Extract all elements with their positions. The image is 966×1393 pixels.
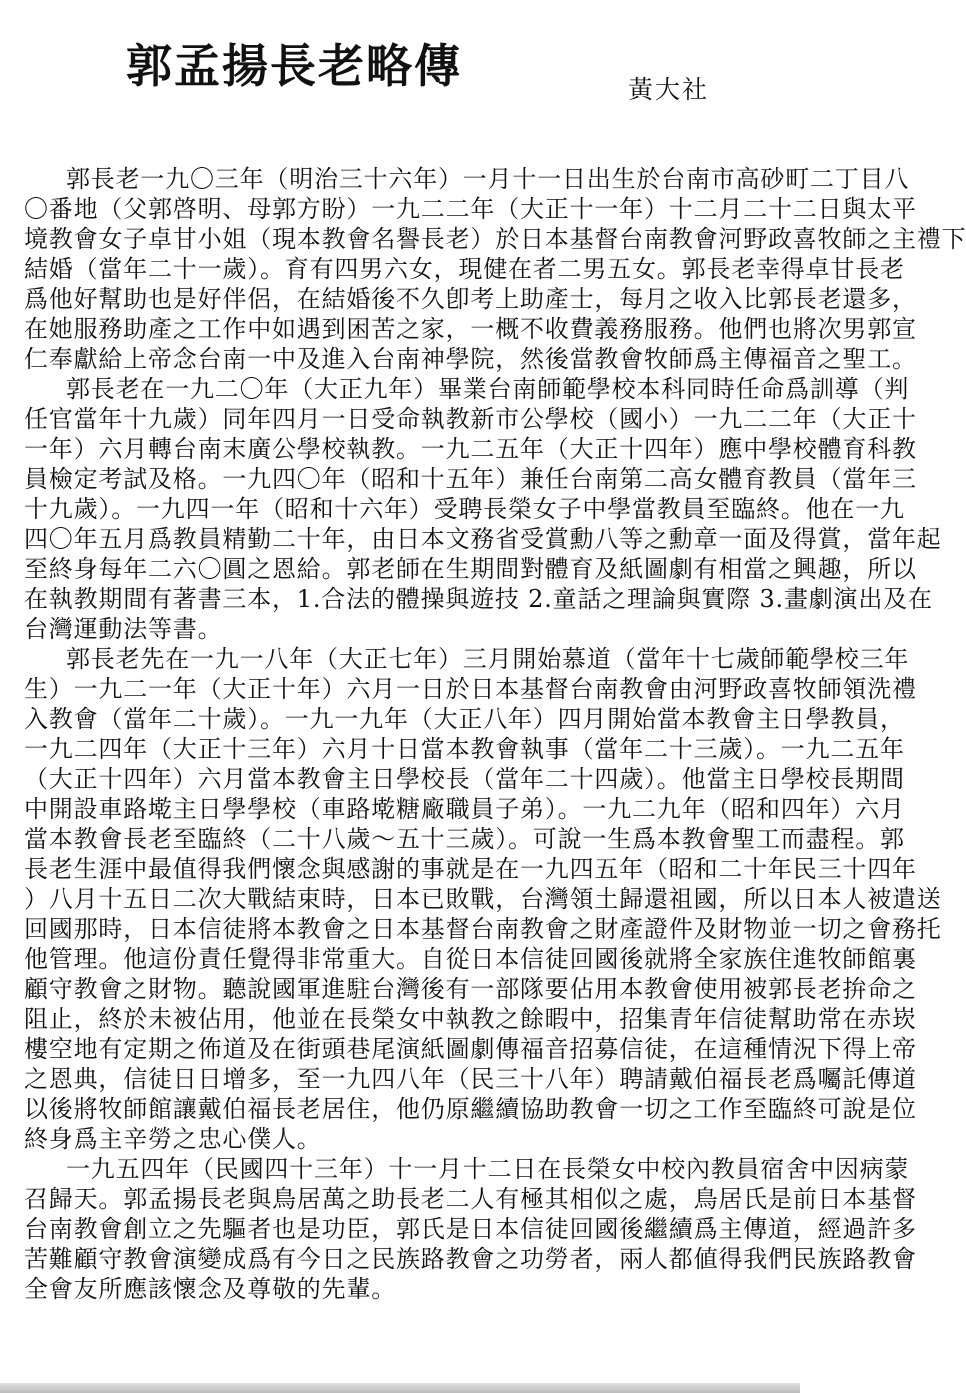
text-line: 郭長老先在一九一八年（大正七年）三月開始慕道（當年十七歲師範學校三年 [66, 645, 910, 673]
scan-bottom-edge [0, 1383, 800, 1393]
text-line: 他管理。他這份責任覺得非常重大。自從日本信徒回國後就將全家族住進牧師館裏 [24, 945, 917, 973]
text-line: 在她服務助產之工作中如遇到困苦之家，一概不收費義務服務。他們也將次男郭宣 [24, 315, 917, 343]
text-line: 長老生涯中最值得我們懷念與感謝的事就是在一九四五年（昭和二十年民三十四年 [24, 855, 917, 883]
text-line: 一年）六月轉台南末廣公學校執教。一九二五年（大正十四年）應中學校體育科教 [24, 435, 917, 463]
author-name: 黃大社 [628, 75, 710, 104]
text-line: 當本教會長老至臨終（二十八歲～五十三歲）。可說一生爲本教會聖工而盡程。郭 [24, 825, 905, 853]
text-line: 員檢定考試及格。一九四〇年（昭和十五年）兼任台南第二高女體育教員（當年三 [24, 465, 917, 493]
text-line: 回國那時，日本信徒將本教會之日本基督台南教會之財產證件及財物並一切之會務托 [24, 915, 942, 943]
text-line: 十九歲）。一九四一年（昭和十六年）受聘長榮女子中學當教員至臨終。他在一九 [24, 495, 905, 523]
text-line: 中開設車路墘主日學學校（車路墘糖廠職員子弟）。一九二九年（昭和四年）六月 [24, 795, 905, 823]
text-line: 苦難顧守教會演變成爲有今日之民族路教會之功勞者，兩人都値得我們民族路教會 [24, 1245, 917, 1273]
text-line: 生）一九二一年（大正十年）六月一日於日本基督台南教會由河野政喜牧師領洗禮 [24, 675, 917, 703]
text-line: 結婚（當年二十一歲）。育有四男六女，現健在者二男五女。郭長老幸得卓甘長老 [24, 255, 905, 283]
text-line: 顧守教會之財物。聽說國軍進駐台灣後有一部隊要佔用本教會使用被郭長老拚命之 [24, 975, 917, 1003]
text-line: 爲他好幫助也是好伴侶，在結婚後不久卽考上助產士，每月之收入比郭長老還多， [24, 285, 917, 313]
text-line: 終身爲主辛勞之忠心僕人。 [24, 1125, 322, 1153]
text-line: 郭長老一九〇三年（明治三十六年）一月十一日出生於台南市高砂町二丁目八 [66, 165, 910, 193]
text-line: 入教會（當年二十歲）。一九一九年（大正八年）四月開始當本教會主日學教員， [24, 705, 905, 733]
text-line: 在執教期間有著書三本，1.合法的體操與遊技 2.童話之理論與實際 3.畫劇演出及在 [24, 585, 933, 613]
text-line: 一九五四年（民國四十三年）十一月十二日在長榮女中校內教員宿舍中因病蒙 [66, 1155, 910, 1183]
text-line: （大正十四年）六月當本教會主日學校長（當年二十四歲）。他當主日學校長期間 [24, 765, 905, 793]
page-title: 郭孟揚長老略傳 [126, 39, 462, 93]
text-line: 樓空地有定期之佈道及在街頭巷尾演紙圖劇傳福音招募信徒，在這種情況下得上帝 [24, 1035, 917, 1063]
text-line: 〇番地（父郭啓明、母郭方盼）一九二二年（大正十一年）十二月二十二日與太平 [24, 195, 917, 223]
text-line: 仁奉獻給上帝念台南一中及進入台南神學院，然後當教會牧師爲主傳福音之聖工。 [24, 345, 917, 373]
text-line: 一九二四年（大正十三年）六月十日當本教會執事（當年二十三歲）。一九二五年 [24, 735, 905, 763]
text-line: ）八月十五日二次大戰結束時，日本已敗戰，台灣領土歸還祖國，所以日本人被遣送 [24, 885, 942, 913]
text-line: 四〇年五月爲教員精勤二十年，由日本文務省受賞勳八等之勳章一面及得賞，當年起 [24, 525, 942, 553]
text-line: 以後將牧師館讓戴伯福長老居住，他仍原繼續協助教會一切之工作至臨終可說是位 [24, 1095, 917, 1123]
text-line: 任官當年十九歲）同年四月一日受命執教新市公學校（國小）一九二二年（大正十 [24, 405, 917, 433]
text-line: 阻止，終於未被佔用，他並在長榮女中執教之餘暇中，招集青年信徒幫助常在赤崁 [24, 1005, 917, 1033]
article-body [0, 164, 966, 1304]
text-line: 台南教會創立之先驅者也是功臣，郭氏是日本信徒回國後繼續爲主傳道，經過許多 [24, 1215, 917, 1243]
text-line: 郭長老在一九二〇年（大正九年）畢業台南師範學校本科同時任命爲訓導（判 [66, 375, 910, 403]
text-line: 境教會女子卓甘小姐（現本教會名譽長老）於日本基督台南教會河野政喜牧師之主禮下 [24, 225, 966, 253]
text-line: 台灣運動法等書。 [24, 615, 223, 643]
text-line: 全會友所應該懷念及尊敬的先輩。 [24, 1275, 396, 1303]
text-line: 之恩典，信徒日日增多，至一九四八年（民三十八年）聘請戴伯福長老爲囑託傳道 [24, 1065, 917, 1093]
text-line: 召歸天。郭孟揚長老與鳥居萬之助長老二人有極其相似之處，鳥居氏是前日本基督 [24, 1185, 917, 1213]
text-line: 至終身每年二六〇圓之恩給。郭老師在生期間對體育及紙圖劇有相當之興趣，所以 [24, 555, 917, 583]
